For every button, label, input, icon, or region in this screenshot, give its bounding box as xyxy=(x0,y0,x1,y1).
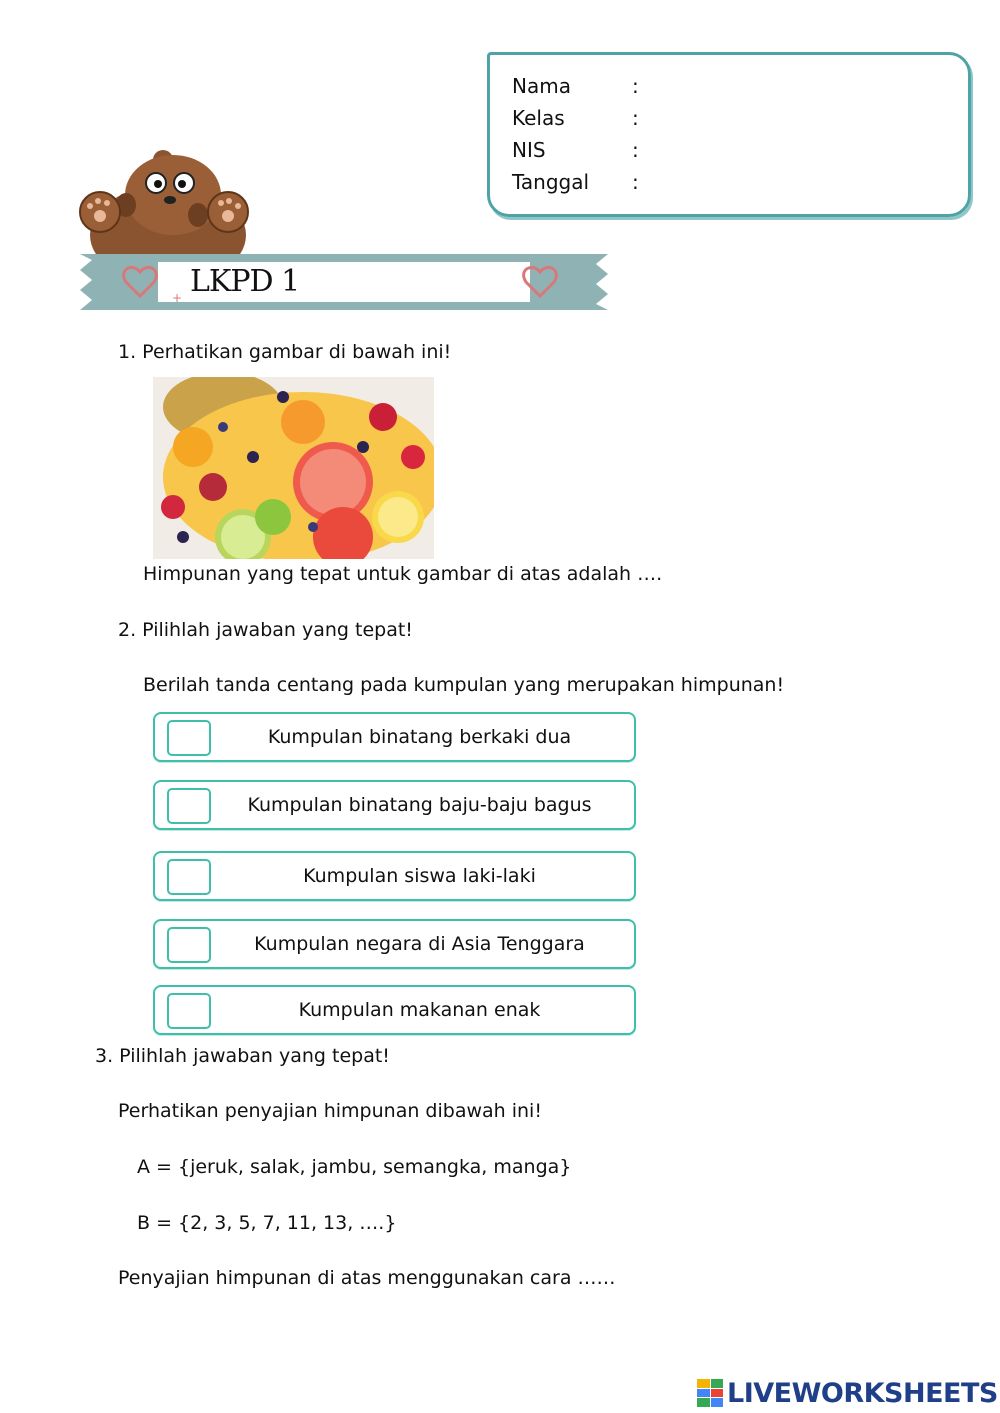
q2-option-4 xyxy=(153,919,636,969)
q3-instruction: Perhatikan penyajian himpunan dibawah ini! xyxy=(118,1100,542,1122)
option-label: Kumpulan binatang berkaki dua xyxy=(267,726,572,748)
identity-label: NIS xyxy=(512,138,546,162)
q2-option-3 xyxy=(153,851,636,901)
bear-illustration xyxy=(78,150,253,260)
option-label: Kumpulan negara di Asia Tenggara xyxy=(254,933,585,955)
q2-option-5 xyxy=(153,985,636,1035)
identity-label: Nama xyxy=(512,74,571,98)
option-label: Kumpulan siswa laki-laki xyxy=(303,865,536,887)
option-label: Kumpulan makanan enak xyxy=(298,999,541,1021)
q3-set-b: B = {2, 3, 5, 7, 11, 13, ….} xyxy=(137,1212,397,1234)
option-checkbox[interactable] xyxy=(167,720,211,756)
q2-option-2 xyxy=(153,780,636,830)
liveworksheets-brand xyxy=(697,1376,998,1410)
svg-text:+: + xyxy=(172,291,183,305)
option-checkbox[interactable] xyxy=(167,859,211,895)
identity-label: Tanggal xyxy=(512,170,590,194)
option-checkbox[interactable] xyxy=(167,788,211,824)
identity-colon: : xyxy=(632,170,639,194)
option-label: Kumpulan binatang baju-baju bagus xyxy=(247,794,592,816)
identity-colon: : xyxy=(632,74,639,98)
fruit-platter-image xyxy=(153,377,434,559)
student-identity-box xyxy=(487,52,971,217)
identity-label: Kelas xyxy=(512,106,565,130)
q3-question: Penyajian himpunan di atas menggunakan cara …… xyxy=(118,1267,616,1289)
q2-option-1 xyxy=(153,712,636,762)
liveworksheets-logo-icon xyxy=(697,1379,723,1407)
option-checkbox[interactable] xyxy=(167,927,211,963)
brand-name: LIVEWORKSHEETS xyxy=(727,1377,998,1409)
worksheet-title: LKPD 1 xyxy=(190,264,300,299)
q1-prompt: 1. Perhatikan gambar di bawah ini! xyxy=(118,341,452,363)
identity-colon: : xyxy=(632,106,639,130)
q3-set-a: A = {jeruk, salak, jambu, semangka, manga} xyxy=(137,1156,572,1178)
q3-prompt: 3. Pilihlah jawaban yang tepat! xyxy=(95,1045,390,1067)
identity-colon: : xyxy=(632,138,639,162)
option-checkbox[interactable] xyxy=(167,993,211,1029)
q2-prompt: 2. Pilihlah jawaban yang tepat! xyxy=(118,619,413,641)
q2-instruction: Berilah tanda centang pada kumpulan yang merupakan himpunan! xyxy=(143,674,785,696)
q1-question: Himpunan yang tepat untuk gambar di atas adalah …. xyxy=(143,563,663,585)
